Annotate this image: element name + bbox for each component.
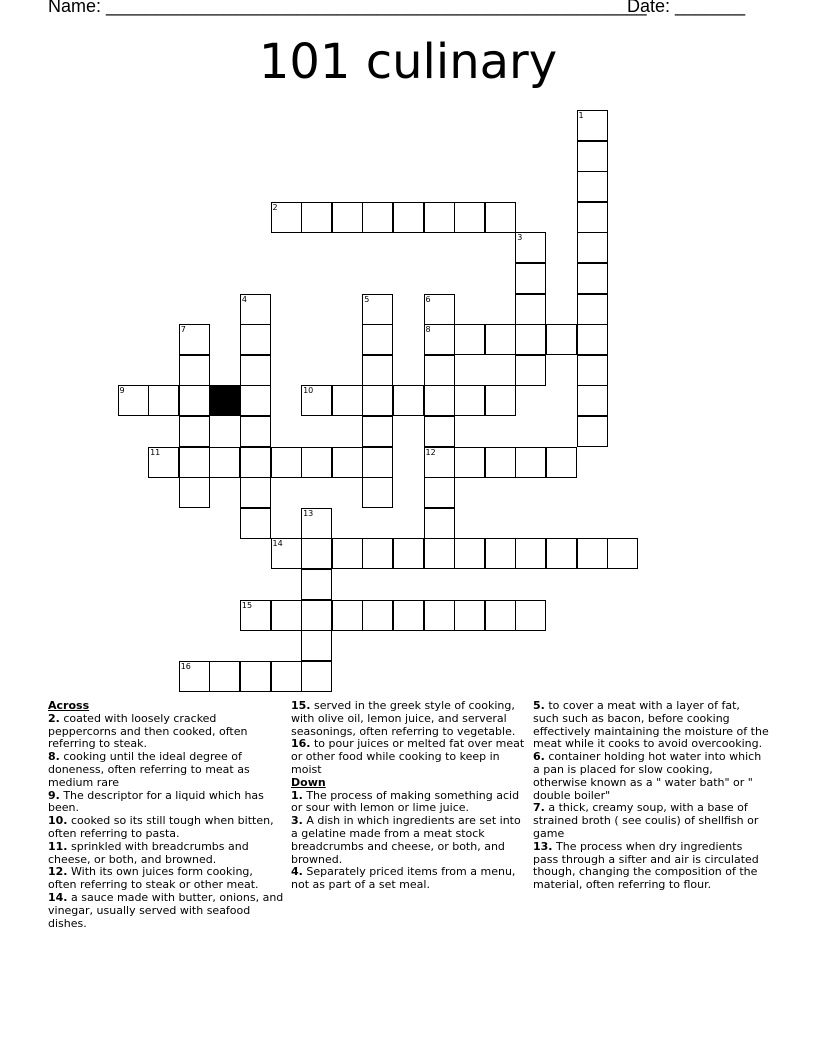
grid-cell[interactable] — [485, 447, 516, 478]
grid-cell[interactable] — [393, 385, 424, 416]
grid-cell[interactable] — [362, 385, 393, 416]
grid-cell[interactable] — [362, 416, 393, 447]
clue-number: 14. — [48, 890, 68, 904]
grid-cell[interactable] — [148, 447, 179, 478]
grid-cell[interactable] — [577, 263, 608, 294]
clue-number: 1. — [291, 788, 303, 802]
grid-cell[interactable] — [301, 600, 332, 631]
clue-number: 2. — [48, 711, 60, 725]
grid-cell[interactable] — [179, 416, 210, 447]
clue-number: 10. — [48, 814, 68, 828]
grid-cell[interactable] — [332, 202, 363, 233]
grid-cell[interactable] — [454, 538, 485, 569]
grid-cell[interactable] — [424, 294, 455, 325]
clue-item — [48, 866, 284, 892]
grid-cell[interactable] — [424, 600, 455, 631]
clues-column-1 — [48, 700, 284, 930]
grid-cell[interactable] — [485, 324, 516, 355]
grid-cell[interactable] — [424, 447, 455, 478]
date-field-label: Date: _______ — [627, 0, 746, 16]
grid-cell[interactable] — [240, 508, 271, 539]
clue-item — [48, 841, 284, 867]
grid-cell[interactable] — [271, 538, 302, 569]
grid-cell[interactable] — [148, 385, 179, 416]
grid-cell[interactable] — [332, 600, 363, 631]
grid-cell[interactable] — [301, 538, 332, 569]
grid-cell[interactable] — [240, 355, 271, 386]
grid-cell[interactable] — [240, 600, 271, 631]
grid-cell[interactable] — [301, 447, 332, 478]
clue-text: to pour juices or melted fat over meat or other food while cooking to keep in moist — [291, 737, 525, 776]
grid-cell[interactable] — [301, 661, 332, 692]
clues-column-3 — [533, 700, 769, 892]
clue-item — [291, 815, 527, 866]
down-clue-list-continued — [533, 700, 769, 892]
grid-cell[interactable] — [209, 661, 240, 692]
grid-cell[interactable] — [393, 538, 424, 569]
grid-cell[interactable] — [424, 477, 455, 508]
grid-cell[interactable] — [515, 447, 546, 478]
clue-number: 2 — [272, 202, 278, 212]
clue-item — [48, 713, 284, 751]
clue-number: 4 — [241, 294, 247, 304]
grid-cell[interactable] — [485, 538, 516, 569]
grid-cell[interactable] — [454, 447, 485, 478]
grid-cell[interactable] — [179, 447, 210, 478]
clue-item — [533, 700, 769, 751]
grid-cell[interactable] — [454, 202, 485, 233]
clue-text: With its own juices form cooking, often referring to steak or other meat. — [48, 865, 259, 892]
clue-number: 5. — [533, 699, 545, 712]
grid-cell[interactable] — [424, 324, 455, 355]
clue-number: 4. — [291, 865, 303, 879]
across-clue-list-continued — [291, 700, 527, 777]
grid-cell[interactable] — [515, 263, 546, 294]
grid-cell[interactable] — [577, 355, 608, 386]
clue-item — [533, 841, 769, 892]
clue-item — [291, 700, 527, 738]
clue-number: 3. — [291, 814, 303, 828]
grid-cell[interactable] — [209, 447, 240, 478]
grid-cell[interactable] — [485, 600, 516, 631]
clue-number: 12 — [425, 447, 436, 457]
clue-number: 1 — [578, 111, 584, 120]
grid-cell[interactable] — [577, 385, 608, 416]
clue-text: A dish in which ingredients are set into a gelatine made from a meat stock breadcrumbs and cheese, or both, and browned. — [291, 814, 521, 866]
grid-cell[interactable] — [240, 477, 271, 508]
puzzle-title: 101 culinary — [258, 34, 558, 90]
grid-cell[interactable] — [362, 477, 393, 508]
grid-cell[interactable] — [118, 385, 149, 416]
grid-cell[interactable] — [271, 661, 302, 692]
clue-text: sprinkled with breadcrumbs and cheese, or both, and browned. — [48, 839, 249, 866]
grid-cell[interactable] — [240, 324, 271, 355]
grid-cell[interactable] — [393, 600, 424, 631]
grid-cell[interactable] — [179, 661, 210, 692]
grid-cell[interactable] — [362, 600, 393, 631]
grid-cell[interactable] — [301, 630, 332, 661]
grid-cell[interactable] — [485, 202, 516, 233]
clue-number: 6 — [425, 294, 431, 304]
grid-cell[interactable] — [424, 538, 455, 569]
grid-cell[interactable] — [577, 171, 608, 202]
clue-number: 10 — [303, 386, 314, 396]
clue-number: 9. — [48, 788, 60, 802]
grid-cell[interactable] — [424, 385, 455, 416]
black-square — [209, 385, 240, 416]
grid-cell[interactable] — [271, 600, 302, 631]
clue-text: cooked so its still tough when bitten, often referring to pasta. — [48, 814, 274, 840]
grid-cell[interactable] — [179, 355, 210, 386]
grid-cell[interactable] — [271, 202, 302, 233]
grid-cell[interactable] — [454, 385, 485, 416]
clue-item — [533, 751, 769, 802]
clue-text: The descriptor for a liquid which has been. — [48, 788, 264, 815]
clue-number: 16. — [291, 737, 311, 751]
grid-cell[interactable] — [515, 324, 546, 355]
down-clue-list — [291, 790, 527, 892]
clue-number: 11 — [150, 447, 161, 457]
grid-cell[interactable] — [362, 294, 393, 325]
grid-cell[interactable] — [515, 232, 546, 263]
grid-cell[interactable] — [577, 232, 608, 263]
across-heading: Across — [48, 699, 90, 712]
grid-cell[interactable] — [362, 447, 393, 478]
grid-cell[interactable] — [424, 202, 455, 233]
grid-cell[interactable] — [332, 447, 363, 478]
clue-text: cooking until the ideal degree of doneness, often referring to meat as medium rare — [48, 750, 250, 789]
grid-cell[interactable] — [271, 447, 302, 478]
clue-item — [48, 751, 284, 789]
clue-number: 7. — [533, 801, 545, 815]
clue-item — [291, 866, 527, 892]
grid-cell[interactable] — [454, 600, 485, 631]
clue-number: 8 — [425, 325, 431, 335]
clue-item — [48, 815, 284, 841]
clue-number: 15 — [241, 600, 253, 610]
grid-cell[interactable] — [607, 538, 638, 569]
grid-cell[interactable] — [546, 538, 577, 569]
clue-item — [291, 738, 527, 776]
clue-number: 3 — [517, 233, 523, 243]
grid-cell[interactable] — [577, 202, 608, 233]
clue-text: a thick, creamy soup, with a base of strained broth ( see coulis) of shellfish or game — [533, 801, 759, 840]
grid-cell[interactable] — [179, 385, 210, 416]
grid-cell[interactable] — [515, 355, 546, 386]
clue-text: Separately priced items from a menu, not as part of a set meal. — [291, 865, 516, 892]
grid-cell[interactable] — [424, 508, 455, 539]
clue-number: 9 — [119, 386, 125, 396]
grid-cell[interactable] — [424, 416, 455, 447]
clue-number: 11. — [48, 839, 68, 853]
grid-cell[interactable] — [577, 294, 608, 325]
clue-number: 13. — [533, 839, 553, 853]
clue-item — [48, 892, 284, 930]
grid-cell[interactable] — [515, 538, 546, 569]
clue-number: 7 — [180, 325, 186, 335]
clue-text: container holding hot water into which a pan is placed for slow cooking, otherwise known as a " water bath" or " double boiler" — [533, 750, 762, 802]
clue-item — [291, 790, 527, 816]
grid-cell[interactable] — [332, 538, 363, 569]
clue-number: 8. — [48, 750, 60, 764]
clue-text: The process when dry ingredients pass through a sifter and air is circulated though, changing the composition of the material, often referring to flour. — [533, 839, 759, 892]
grid-cell[interactable] — [393, 202, 424, 233]
grid-cell[interactable] — [577, 416, 608, 447]
clue-number: 12. — [48, 865, 68, 879]
grid-cell[interactable] — [332, 385, 363, 416]
grid-cell[interactable] — [179, 324, 210, 355]
grid-cell[interactable] — [515, 600, 546, 631]
grid-cell[interactable] — [577, 110, 608, 141]
clue-text: a sauce made with butter, onions, and vinegar, usually served with seafood dishes. — [48, 890, 284, 930]
name-field-label: Name: ______________________________________________________ — [48, 0, 647, 16]
grid-cell[interactable] — [577, 538, 608, 569]
grid-cell[interactable] — [362, 202, 393, 233]
clue-number: 16 — [180, 661, 191, 671]
grid-cell[interactable] — [546, 324, 577, 355]
down-heading: Down — [291, 775, 326, 789]
grid-cell[interactable] — [301, 508, 332, 539]
clues-column-2 — [291, 700, 527, 892]
grid-cell[interactable] — [179, 477, 210, 508]
clue-number: 14 — [272, 539, 283, 549]
clue-item — [533, 802, 769, 840]
grid-cell[interactable] — [454, 324, 485, 355]
grid-cell[interactable] — [424, 355, 455, 386]
across-clue-list — [48, 713, 284, 931]
clue-text: to cover a meat with a layer of fat, such such as bacon, before cooking effectively maintaining the moisture of the meat while it cooks to avoid overcooking. — [533, 699, 769, 751]
grid-cell[interactable] — [301, 569, 332, 600]
grid-cell[interactable] — [240, 385, 271, 416]
grid-cell[interactable] — [362, 324, 393, 355]
grid-cell[interactable] — [240, 661, 271, 692]
grid-cell[interactable] — [301, 385, 332, 416]
grid-cell[interactable] — [362, 355, 393, 386]
grid-cell[interactable] — [577, 141, 608, 172]
clue-number: 5 — [364, 294, 370, 304]
clue-item — [48, 790, 284, 816]
clue-text: served in the greek style of cooking, with olive oil, lemon juice, and serveral seasonings, often referring to vegetable. — [291, 699, 516, 738]
grid-cell[interactable] — [362, 538, 393, 569]
clue-number: 6. — [533, 750, 545, 764]
grid-cell[interactable] — [546, 447, 577, 478]
grid-cell[interactable] — [240, 294, 271, 325]
grid-cell[interactable] — [515, 294, 546, 325]
grid-cell[interactable] — [240, 447, 271, 478]
grid-cell[interactable] — [577, 324, 608, 355]
grid-cell[interactable] — [240, 416, 271, 447]
clue-number: 13 — [303, 508, 314, 518]
grid-cell[interactable] — [485, 385, 516, 416]
clue-text: The process of making something acid or sour with lemon or lime juice. — [291, 788, 520, 815]
clue-number: 15. — [291, 699, 311, 712]
grid-cell[interactable] — [301, 202, 332, 233]
clue-text: coated with loosely cracked peppercorns and then cooked, often referring to steak. — [48, 711, 248, 751]
